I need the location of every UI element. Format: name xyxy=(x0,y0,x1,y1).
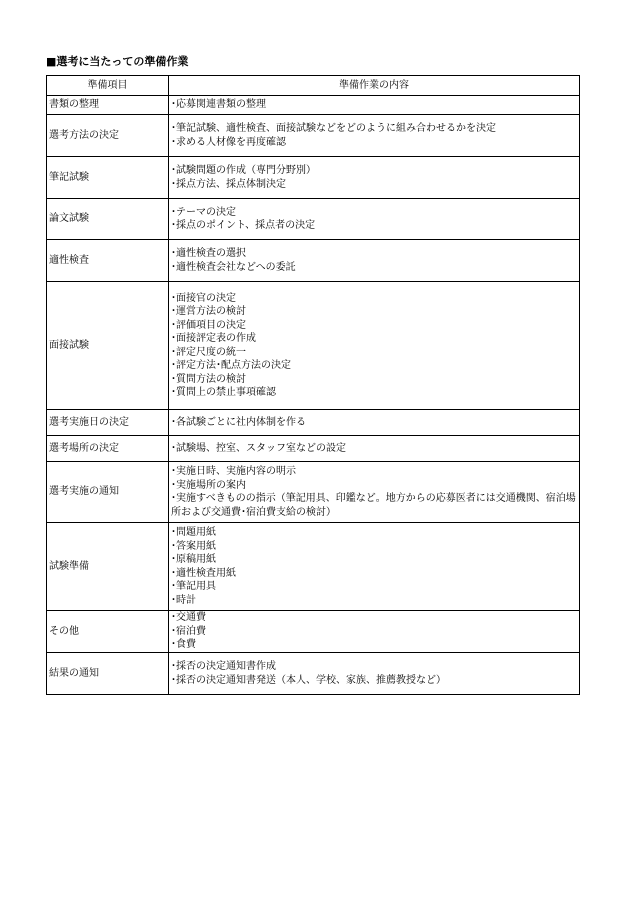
row-item: 選考場所の決定 xyxy=(47,436,169,462)
table-row xyxy=(47,653,580,695)
row-content xyxy=(169,462,580,523)
content-line: ･適性検査会社などへの委託 xyxy=(171,261,296,273)
table-row xyxy=(47,282,580,410)
content-line: ･採点のポイント、採点者の決定 xyxy=(171,220,316,231)
content-line: ･食費 xyxy=(171,639,196,651)
row-item: 選考方法の決定 xyxy=(47,115,169,157)
content-line: ･採否の決定通知書発送（本人、学校、家族、推薦教授など） xyxy=(171,674,446,686)
content-line: ･問題用紙 xyxy=(171,527,216,538)
content-line: ･採点方法、採点体制決定 xyxy=(171,178,286,190)
row-item: 選考実施日の決定 xyxy=(47,410,169,436)
table-row xyxy=(47,410,580,436)
row-content xyxy=(169,523,580,611)
table-row xyxy=(47,462,580,523)
content-line: ･面接評定表の作成 xyxy=(171,333,256,344)
table-row xyxy=(47,436,580,462)
preparation-table xyxy=(46,75,580,695)
header-item: 準備項目 xyxy=(47,76,169,96)
content-line: ･評定方法･配点方法の決定 xyxy=(171,360,291,371)
row-content xyxy=(169,436,580,462)
content-line: ･実施すべきものの指示（筆記用具、印鑑など。地方からの応募医者には交通機関、宿泊場所および交通費･宿泊費支給の検討） xyxy=(171,493,576,518)
row-item: 書類の整理 xyxy=(47,96,169,115)
row-content xyxy=(169,611,580,653)
content-line: ･交通費 xyxy=(171,612,206,624)
content-line: ･採否の決定通知書作成 xyxy=(171,661,276,672)
content-line: ･原稿用紙 xyxy=(171,554,216,565)
row-content xyxy=(169,282,580,410)
table-row xyxy=(47,199,580,240)
table-row xyxy=(47,157,580,199)
content-line: ･求める人材像を再度確認 xyxy=(171,136,286,148)
row-item: 面接試験 xyxy=(47,282,169,410)
row-item: 結果の通知 xyxy=(47,653,169,695)
row-item: その他 xyxy=(47,611,169,653)
page-title: ■選考に当たっての準備作業 xyxy=(46,55,189,68)
table-header-row xyxy=(47,76,580,96)
table-row xyxy=(47,115,580,157)
table-body xyxy=(47,96,580,695)
row-item: 選考実施の通知 xyxy=(47,462,169,523)
content-line: ･筆記用具 xyxy=(171,581,216,592)
table-row xyxy=(47,611,580,653)
content-line: ･試験問題の作成（専門分野別） xyxy=(171,165,316,176)
content-line: ･時計 xyxy=(171,594,196,606)
content-line: ･テーマの決定 xyxy=(171,206,236,218)
content-line: ･質問上の禁止事項確認 xyxy=(171,387,276,398)
content-line: ･実施日時、実施内容の明示 xyxy=(171,466,296,477)
header-content: 準備作業の内容 xyxy=(169,76,580,96)
row-item: 適性検査 xyxy=(47,240,169,282)
content-line: ･実施場所の案内 xyxy=(171,479,246,491)
content-line: ･筆記試験、適性検査、面接試験などをどのように組み合わせるかを決定 xyxy=(171,123,496,134)
content-line: ･面接官の決定 xyxy=(171,292,236,304)
content-line: ･評定尺度の統一 xyxy=(171,346,246,358)
row-item: 筆記試験 xyxy=(47,157,169,199)
row-content xyxy=(169,115,580,157)
content-line: ･宿泊費 xyxy=(171,625,206,637)
content-line: ･試験場、控室、スタッフ室などの設定 xyxy=(171,442,346,454)
content-line: ･応募関連書類の整理 xyxy=(171,99,266,111)
row-content xyxy=(169,410,580,436)
content-line: ･質問方法の検討 xyxy=(171,373,246,385)
table-row xyxy=(47,96,580,115)
content-line: ･適性検査用紙 xyxy=(171,567,236,579)
row-content xyxy=(169,96,580,115)
content-line: ･答案用紙 xyxy=(171,540,216,552)
row-item: 試験準備 xyxy=(47,523,169,611)
content-line: ･適性検査の選択 xyxy=(171,248,246,259)
content-line: ･運営方法の検討 xyxy=(171,306,246,317)
row-content xyxy=(169,653,580,695)
row-item: 論文試験 xyxy=(47,199,169,240)
row-content xyxy=(169,199,580,240)
content-line: ･評価項目の決定 xyxy=(171,319,246,331)
row-content xyxy=(169,240,580,282)
content-line: ･各試験ごとに社内体制を作る xyxy=(171,416,306,428)
table-row xyxy=(47,240,580,282)
row-content xyxy=(169,157,580,199)
table-row xyxy=(47,523,580,611)
